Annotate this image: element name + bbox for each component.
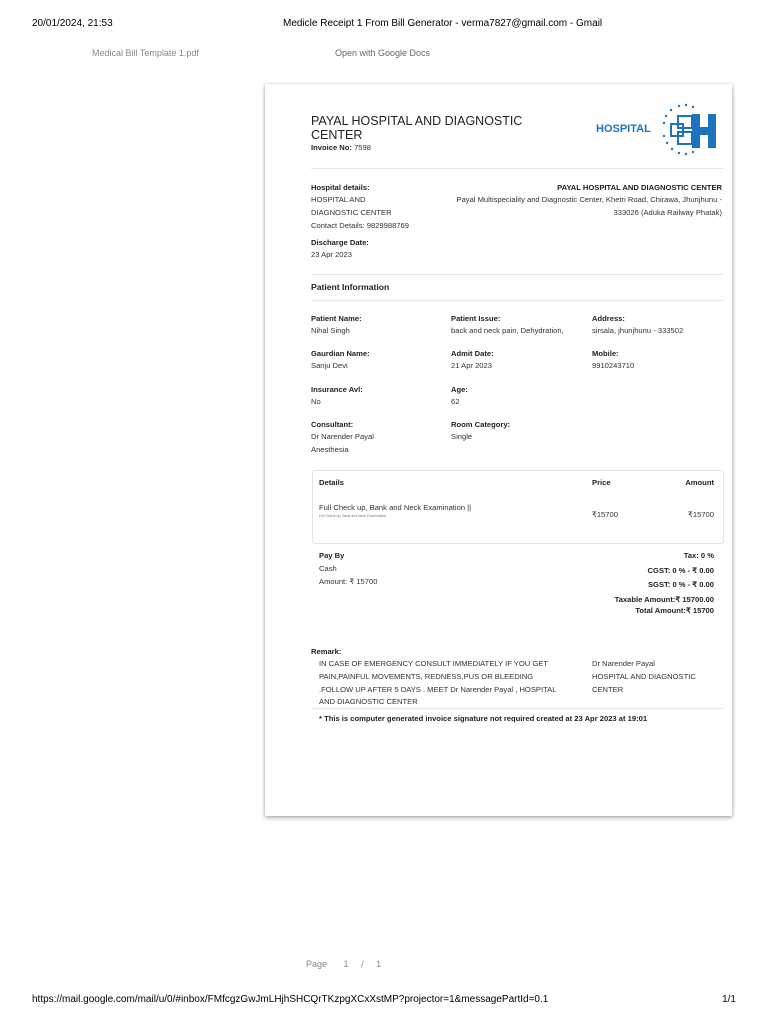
age-label: Age: [451, 385, 468, 394]
computer-generated-note: * This is computer generated invoice signature not required created at 23 Apr 2023 at 19:01 [319, 714, 648, 723]
mobile: 9910243710 [592, 361, 635, 370]
table-row-amount: ₹15700 [688, 510, 714, 519]
consultant-label: Consultant: [311, 420, 354, 429]
sgst: SGST: 0 % - ₹ 0.00 [647, 580, 714, 589]
admit-date-label: Admit Date: [451, 349, 494, 358]
patient-issue-label: Patient Issue: [451, 314, 501, 323]
hospital-details-label: Hospital details: [311, 183, 370, 192]
hospital-title-line1: PAYAL HOSPITAL AND DIAGNOSTIC [311, 114, 523, 128]
pay-method: Cash [319, 564, 337, 573]
right-address-line2: 333026 (Aduka Railway Phatak) [613, 208, 722, 217]
remark-label: Remark: [311, 647, 342, 656]
hospital-title-line2: CENTER [311, 128, 363, 142]
age: 62 [451, 397, 460, 406]
divider [311, 168, 723, 169]
consultant-name: Dr Narender Payal [311, 432, 374, 441]
invoice-number: Invoice No: 7598 [311, 143, 371, 152]
pdf-page [265, 84, 732, 816]
tax-rate: Tax: 0 % [683, 551, 714, 560]
discharge-date: 23 Apr 2023 [311, 250, 352, 259]
insurance-label: Insurance Avl: [311, 385, 363, 394]
signature-name: Dr Narender Payal [592, 659, 655, 668]
taxable-amount: Taxable Amount:₹ 15700.00 [614, 595, 714, 604]
guardian-name: Sanju Devi [311, 361, 348, 370]
col-details-header: Details [319, 478, 344, 487]
contact-details: Contact Details: 9829988769 [311, 221, 409, 230]
hospital-details-line1: HOSPITAL AND [311, 195, 366, 204]
print-page-count: 1/1 [722, 994, 736, 1005]
col-price-header: Price [592, 478, 611, 487]
divider [311, 274, 723, 275]
divider [311, 300, 723, 301]
divider [311, 708, 723, 709]
insurance: No [311, 397, 321, 406]
table-row-price: ₹15700 [592, 510, 618, 519]
remark-line1: IN CASE OF EMERGENCY CONSULT IMMEDIATELY IF YOU GET [319, 659, 548, 668]
signature-line2: HOSPITAL AND DIAGNOSTIC [592, 672, 696, 681]
patient-name-label: Patient Name: [311, 314, 362, 323]
total-amount: Total Amount:₹ 15700 [635, 606, 714, 615]
patient-name: Nihal Singh [311, 326, 350, 335]
remark-line3: .FOLLOW UP AFTER 5 DAYS . MEET Dr Narender Payal , HOSPITAL [319, 685, 557, 694]
hospital-details-line2: DIAGNOSTIC CENTER [311, 208, 392, 217]
right-hospital-name: PAYAL HOSPITAL AND DIAGNOSTIC CENTER [557, 183, 722, 192]
remark-line4: AND DIAGNOSTIC CENTER [319, 697, 418, 706]
signature-line3: CENTER [592, 685, 624, 694]
patient-info-heading: Patient Information [311, 282, 390, 292]
discharge-date-label: Discharge Date: [311, 238, 369, 247]
remark-line2: PAIN,PAINFUL MOVEMENTS, REDNESS,PUS OR BLEEDING [319, 672, 534, 681]
consultant-dept: Anesthesia [311, 445, 349, 454]
print-url: https://mail.google.com/mail/u/0/#inbox/FMfcgzGwJmLHjhSHCQrTKzpgXCxXstMP?projector=1&messagePartId=0.1 [32, 994, 549, 1005]
address: sirsala, jhunjhunu - 333502 [592, 326, 684, 335]
admit-date: 21 Apr 2023 [451, 361, 492, 370]
mobile-label: Mobile: [592, 349, 619, 358]
pay-amount: Amount: ₹ 15700 [319, 577, 378, 586]
hospital-logo [595, 102, 725, 158]
logo-text: HOSPITAL [596, 123, 651, 135]
pay-by-label: Pay By [319, 551, 345, 560]
patient-issue: back and neck pain, Dehydration, [451, 326, 564, 335]
print-datetime: 20/01/2024, 21:53 [32, 18, 113, 29]
table-row-title: Full Check up, Bank and Neck Examination || [319, 503, 472, 512]
print-page-title: Medicle Receipt 1 From Bill Generator - verma7827@gmail.com - Gmail [283, 18, 603, 29]
guardian-label: Gaurdian Name: [311, 349, 370, 358]
open-with-google-docs-button[interactable]: Open with Google Docs [335, 48, 431, 58]
col-amount-header: Amount [685, 478, 714, 487]
cgst: CGST: 0 % - ₹ 0.00 [647, 566, 714, 575]
address-label: Address: [592, 314, 625, 323]
room-category-label: Room Category: [451, 420, 511, 429]
right-address-line1: Payal Multispeciality and Diagnostic Center, Khetri Road, Chirawa, Jhunjhunu - [456, 195, 722, 204]
table-row-subtitle: Full Check up, Bank and Neck Examination [319, 514, 387, 518]
page-indicator: Page 1 / 1 [306, 959, 382, 969]
attachment-file-name[interactable]: Medical Bill Template 1.pdf [92, 48, 199, 58]
room-category: Single [451, 432, 473, 441]
